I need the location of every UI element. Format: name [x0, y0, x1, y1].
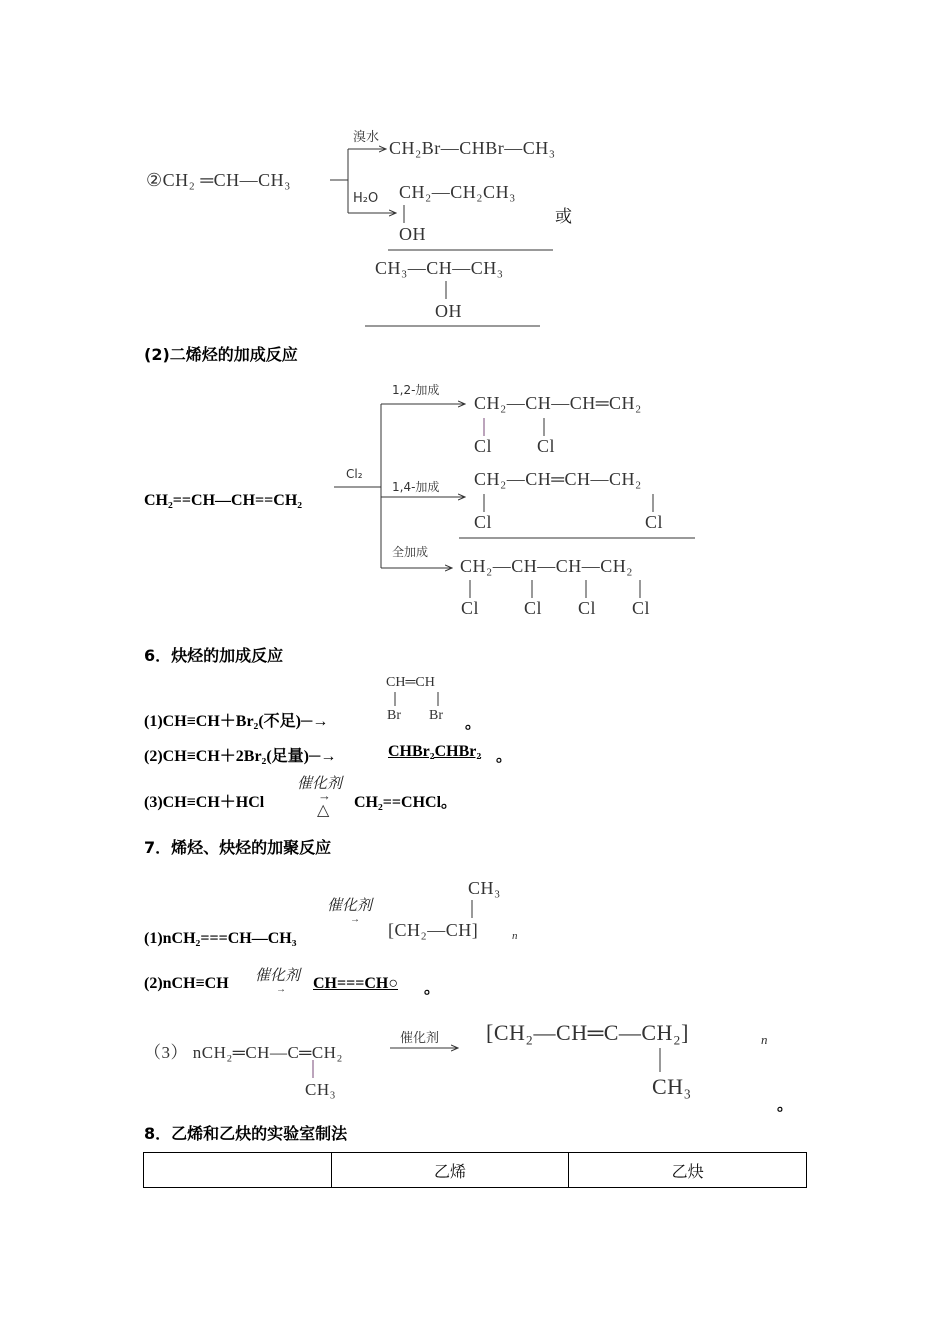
p1-n: n — [512, 930, 518, 942]
product-2-propanol: CH₃—CH—CH₃ — [375, 258, 504, 278]
p1-arrow: → — [350, 914, 360, 925]
product-1-propanol: CH₂—CH₂CH₃ — [399, 182, 516, 202]
cl-12-a: Cl — [474, 436, 493, 456]
product-full-addition: CH₂—CH—CH—CH₂ — [460, 556, 634, 576]
cl-12-b: Cl — [537, 436, 556, 456]
lab-title: 8．乙烯和乙炔的实验室制法 — [144, 1124, 348, 1143]
lab-comparison-table — [143, 1152, 807, 1188]
alkyne-r2-left: (2)CH≡CH＋2Br₂(足量)─→ — [144, 748, 337, 765]
alkyne-r1-product: CH═CH — [386, 675, 435, 690]
diene-reagent: Cl₂ — [346, 467, 363, 481]
product-1-propanol-oh: OH — [399, 224, 426, 244]
cl-full-b: Cl — [524, 598, 543, 618]
p2-catalyst: 催化剂 — [255, 966, 301, 984]
diene-title: (2)二烯烃的加成反应 — [144, 345, 298, 364]
label-full-addition: 全加成 — [392, 545, 429, 559]
table-header-empty — [144, 1153, 332, 1188]
alkyne-r1-br2: Br — [429, 708, 443, 723]
diene-reactant: CH₂==CH—CH==CH₂ — [144, 492, 303, 509]
alkyne-r2-end: 。 — [496, 748, 513, 765]
product-12-addition: CH₂—CH—CH═CH₂ — [474, 393, 642, 413]
alkyne-r2-product: CHBr₂CHBr₂ — [388, 743, 482, 760]
reagent-bromine-water: 溴水 — [353, 130, 380, 145]
label-12-addition: 1,2-加成 — [392, 383, 440, 397]
p3-product: [CH₂—CH═C—CH₂] — [486, 1020, 689, 1045]
alkyne-r3-arrow: → — [318, 788, 331, 803]
p3-left: （3） nCH₂═CH—C═CH₂ — [144, 1043, 343, 1062]
alkyne-r1-end: 。 — [465, 715, 482, 732]
p1-left: (1)nCH₂===CH—CH₃ — [144, 930, 297, 947]
alkyne-title: 6．炔烃的加成反应 — [144, 646, 284, 665]
p1-methyl: CH₃ — [468, 878, 501, 898]
p3-end: 。 — [777, 1097, 794, 1114]
polymer-title: 7．烯烃、炔烃的加聚反应 — [144, 838, 332, 857]
p2-left: (2)nCH≡CH — [144, 975, 229, 992]
product-2-propanol-oh: OH — [435, 301, 462, 321]
p2-arrow: → — [276, 984, 286, 995]
reagent-water: H₂O — [353, 191, 379, 206]
alkyne-r3-catalyst: 催化剂 — [297, 774, 343, 792]
p3-methyl-product: CH₃ — [652, 1074, 692, 1099]
table-header-ethylene: 乙烯 — [331, 1153, 569, 1188]
p3-catalyst: 催化剂 — [400, 1031, 440, 1046]
cl-full-c: Cl — [578, 598, 597, 618]
cl-14-b: Cl — [645, 512, 664, 532]
table-header-acetylene: 乙炔 — [569, 1153, 807, 1188]
p1-product: [CH₂—CH] — [388, 920, 479, 940]
propene-reactant: ②CH₂ ═CH—CH₃ — [146, 170, 291, 190]
label-14-addition: 1,4-加成 — [392, 480, 440, 494]
cl-14-a: Cl — [474, 512, 493, 532]
p1-catalyst: 催化剂 — [327, 896, 373, 914]
p3-n: n — [761, 1032, 768, 1047]
or-text: 或 — [555, 207, 572, 227]
alkyne-r3-right: CH₂==CHCl。 — [354, 794, 458, 811]
alkyne-r3-delta: △ — [317, 802, 330, 819]
alkyne-r1-br1: Br — [387, 708, 401, 723]
table-row — [144, 1153, 807, 1188]
p3-methyl: CH₃ — [305, 1080, 337, 1099]
alkyne-r1-left: (1)CH≡CH＋Br₂(不足)─→ — [144, 713, 329, 730]
p2-product: CH===CH○ — [313, 975, 399, 992]
alkyne-r3-left: (3)CH≡CH＋HCl — [144, 794, 265, 811]
cl-full-a: Cl — [461, 598, 480, 618]
product-14-addition: CH₂—CH═CH—CH₂ — [474, 469, 642, 489]
p2-end: 。 — [424, 980, 441, 997]
product-dibromopropane: CH₂Br—CHBr—CH₃ — [389, 138, 556, 158]
cl-full-d: Cl — [632, 598, 651, 618]
